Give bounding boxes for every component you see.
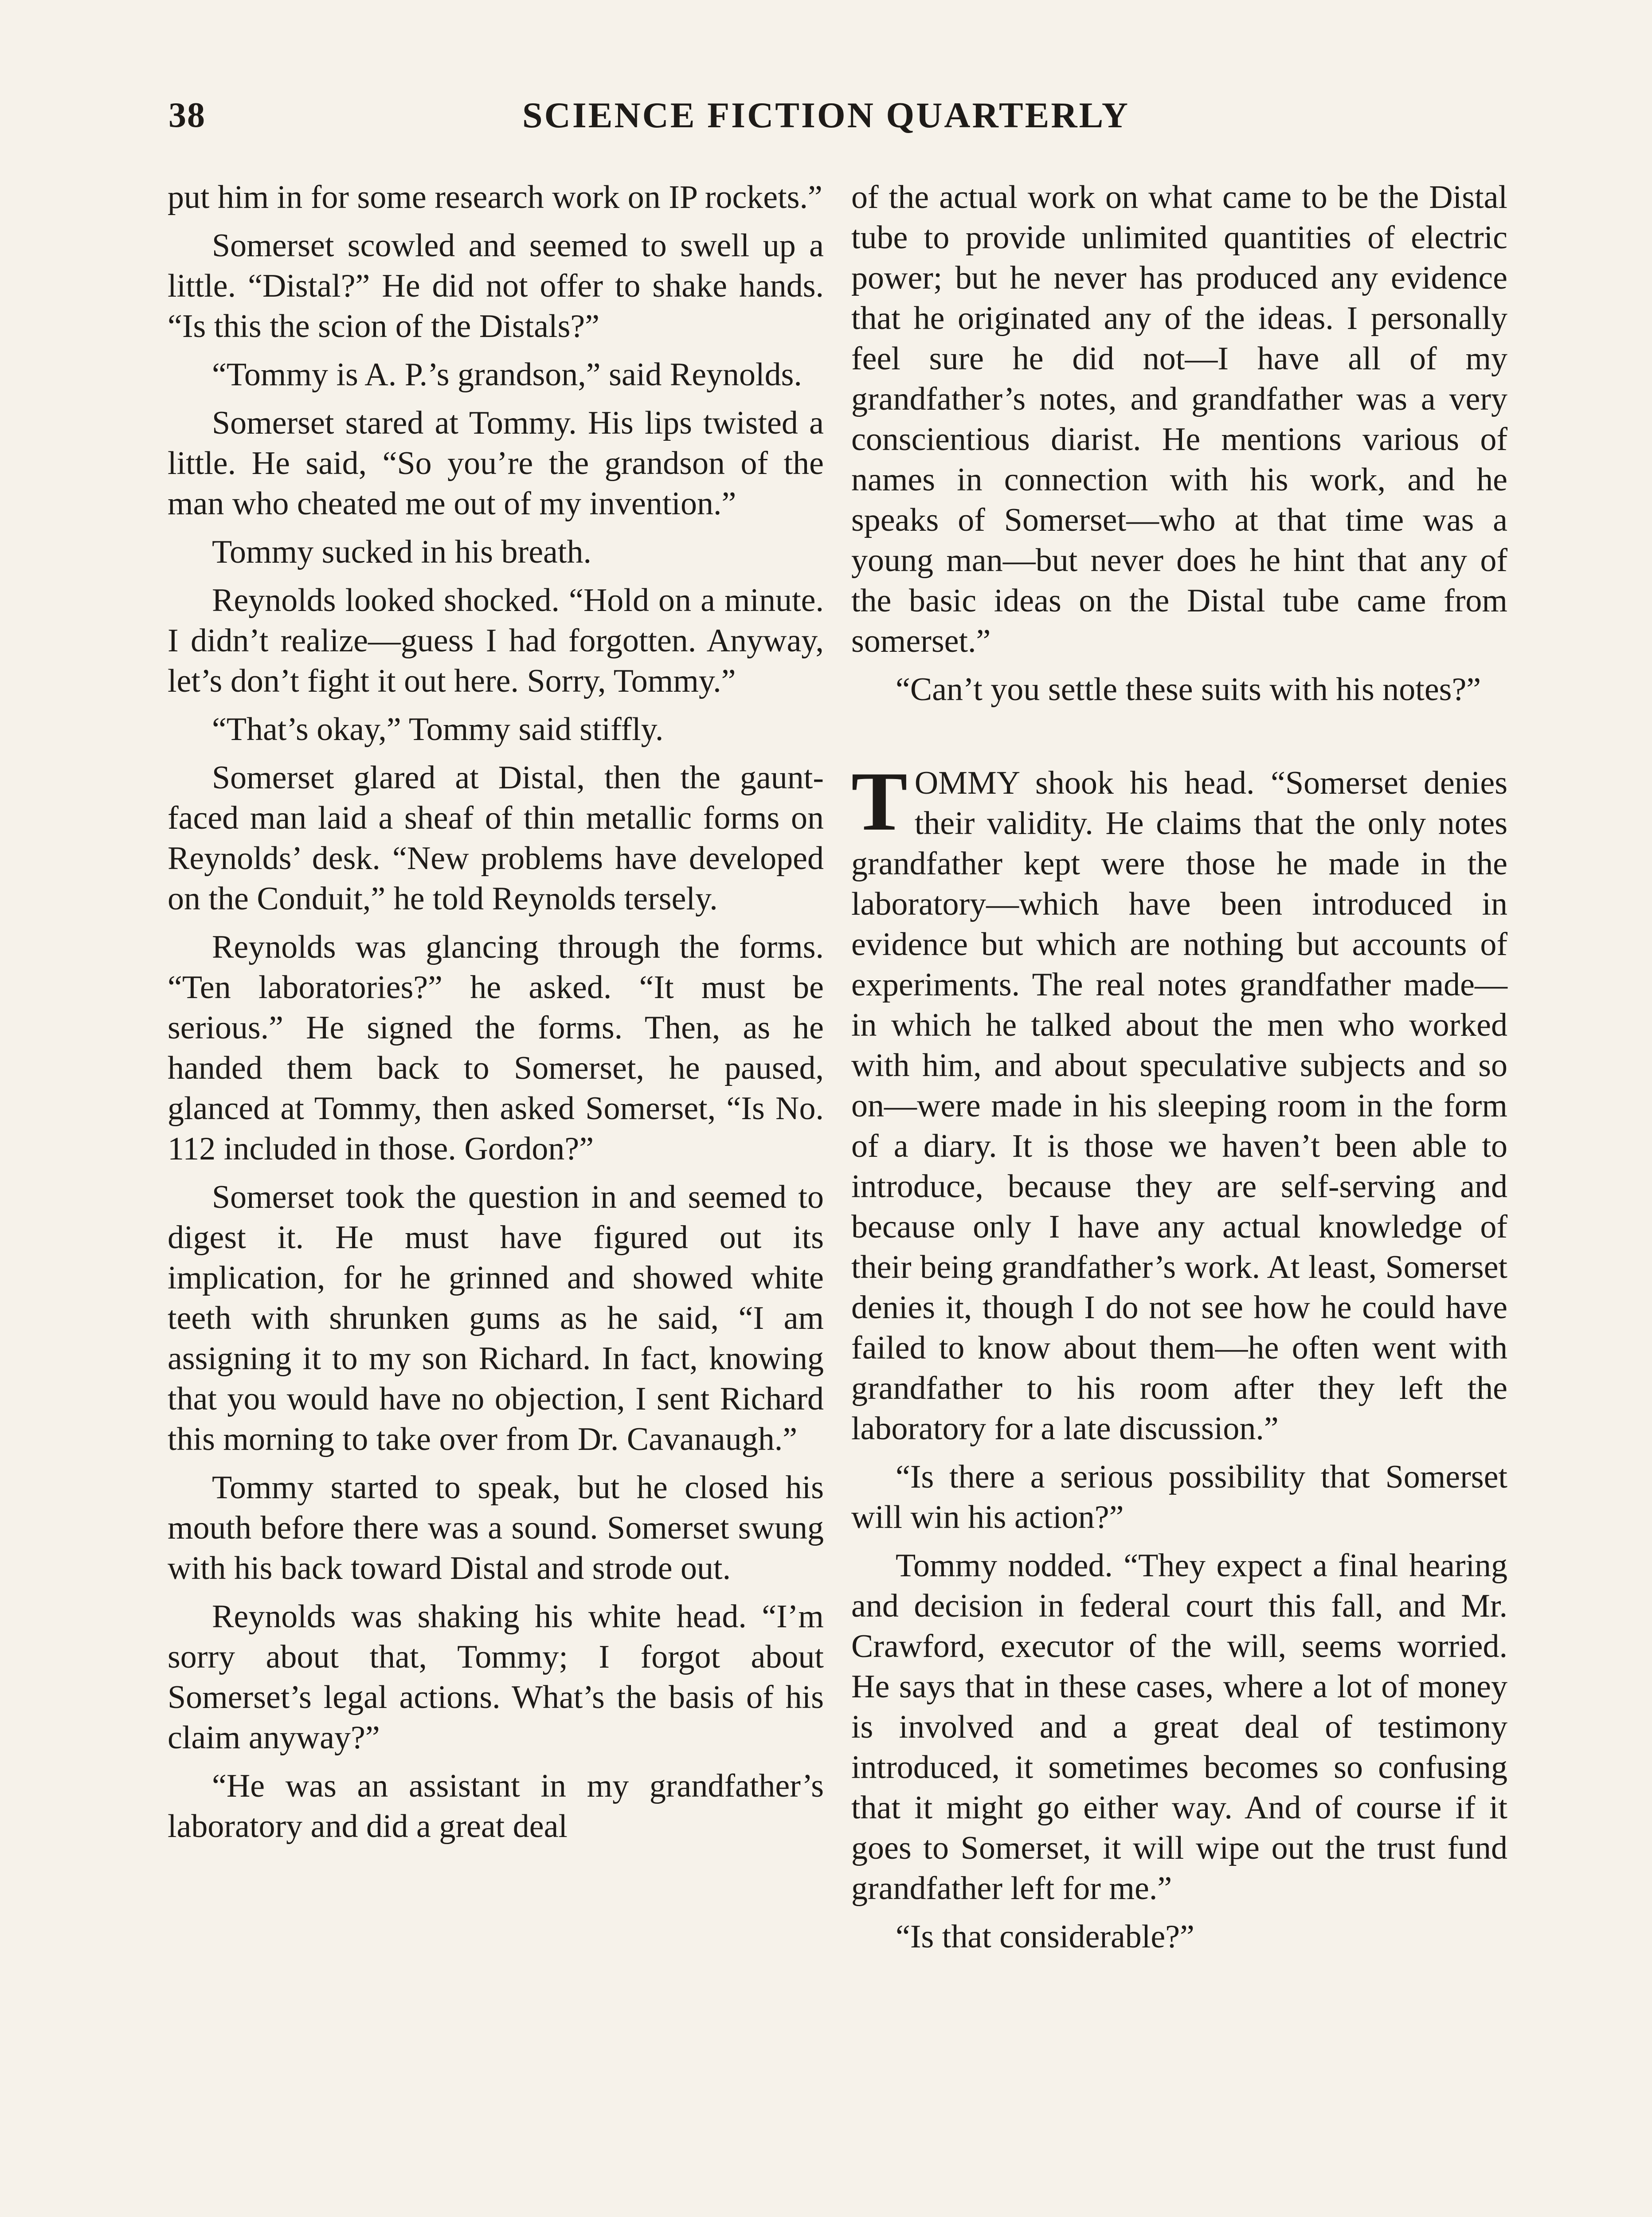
paragraph: Tommy started to speak, but he closed his mouth before there was a sound. Somerset swung with his back toward Distal and strode out. bbox=[168, 1469, 824, 1586]
drop-cap: T bbox=[851, 755, 908, 848]
page-header bbox=[168, 89, 1484, 142]
paragraph: “Is that considerable?” bbox=[896, 1919, 1194, 1955]
paragraph: Reynolds was shaking his white head. “I’m sorry about that, Tommy; I forgot about Somerset’s legal actions. What’s the basis of his claim anyway?” bbox=[168, 1598, 824, 1756]
page-number: 38 bbox=[168, 95, 206, 135]
right-column bbox=[851, 177, 1507, 1957]
paragraph: Reynolds looked shocked. “Hold on a minute. I didn’t realize—guess I had forgotten. Anyway, let’s don’t fight it out here. Sorry, Tommy.” bbox=[168, 582, 824, 699]
section-opening-paragraph bbox=[851, 755, 1507, 1449]
paragraph: of the actual work on what came to be the Distal tube to provide unlimited quantities of electric power; but he never has produced any evidence that he originated any of the ideas. I personally feel sure he did not—I have all of my grandfather’s notes, and grandfather was a very conscientious diarist. He mentions various of names in connection with his work, and he speaks of Somerset—who at that time was a young man—but never does he hint that any of the basic ideas on the Distal tube came from somerset.” bbox=[851, 179, 1507, 659]
paragraph: “Tommy is A. P.’s grandson,” said Reynolds. bbox=[212, 356, 802, 393]
paragraph: put him in for some research work on IP rockets.” bbox=[168, 179, 822, 215]
paragraph: Somerset took the question in and seemed to digest it. He must have figured out its implication, for he grinned and showed white teeth with shrunken gums as he said, “I am assigning it to my son Richard. In fact, knowing that you would have no objection, I sent Richard this morning to take over from Dr. Cavanaugh.” bbox=[168, 1179, 824, 1457]
paragraph: Reynolds was glancing through the forms. “Ten laboratories?” he asked. “It must be serious.” He signed the forms. Then, as he handed them back to Somerset, he paused, glanced at Tommy, then asked Somerset, “Is No. 112 included in those. Gordon?” bbox=[168, 929, 824, 1167]
paragraph: “Can’t you settle these suits with his notes?” bbox=[896, 671, 1481, 708]
paragraph: “He was an assistant in my grandfather’s laboratory and did a great deal bbox=[168, 1768, 824, 1845]
paragraph: Tommy sucked in his breath. bbox=[212, 534, 591, 570]
paragraph: “Is there a serious possibility that Somerset will win his action?” bbox=[851, 1459, 1507, 1535]
paragraph: Tommy nodded. “They expect a final hearing and decision in federal court this fall, and Mr. Crawford, executor of the will, seems worried. He says that in these cases, where a lot of money is involved and a great deal of testimony introduced, it sometimes becomes so confusing that it might go either way. And of course if it goes to Somerset, it will wipe out the trust fund grandfather left for me.” bbox=[851, 1547, 1507, 1907]
paragraph: Somerset glared at Distal, then the gaunt-faced man laid a sheaf of thin metallic forms on Reynolds’ desk. “New problems have developed on the Conduit,” he told Reynolds tersely. bbox=[168, 760, 824, 917]
paragraph: “That’s okay,” Tommy said stiffly. bbox=[212, 711, 664, 748]
running-head: SCIENCE FICTION QUARTERLY bbox=[522, 95, 1130, 135]
paragraph: Somerset scowled and seemed to swell up a little. “Distal?” He did not offer to shake hands. “Is this the scion of the Distals?” bbox=[168, 227, 824, 345]
section-opening-text: OMMY shook his head. “Somerset denies their validity. He claims that the only notes grandfather kept were those he made in the laboratory—which have been introduced in evidence but which are nothing but accounts of experiments. The real notes grandfather made—in which he talked about the men who worked with him, and about speculative subjects and so on—were made in his sleeping room in the form of a diary. It is those we haven’t been able to introduce, because they are self-serving and because only I have any actual knowledge of their being grandfather’s work. At least, Somerset denies it, though I do not see how he could have failed to know about them—he often went with grandfather to his room after they left the laboratory for a late discussion.” bbox=[851, 765, 1507, 1447]
left-column bbox=[168, 177, 824, 1847]
paragraph: Somerset stared at Tommy. His lips twisted a little. He said, “So you’re the grandson of the man who cheated me out of my invention.” bbox=[168, 405, 824, 522]
